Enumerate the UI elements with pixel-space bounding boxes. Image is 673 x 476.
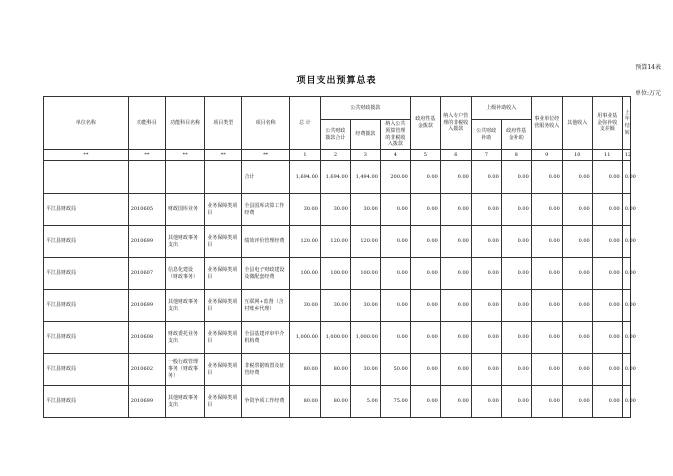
table-cell: 1,494.00 xyxy=(350,161,380,194)
table-cell: 0.00 xyxy=(471,194,501,226)
header-pb-total: 公共财政拨款合计 xyxy=(320,120,350,150)
table-cell: 0.00 xyxy=(531,322,562,354)
index-cell: 4 xyxy=(380,150,410,161)
table-row xyxy=(44,258,631,290)
header-other-income: 其他收入 xyxy=(562,97,592,150)
table-cell: 0.00 xyxy=(471,161,501,194)
table-cell: 0.00 xyxy=(622,258,630,290)
header-func-code: 功能科目 xyxy=(128,97,165,150)
table-cell: 争资争项工作经费 xyxy=(242,386,290,418)
header-reserve-fund: 用事业基金弥补收支差额 xyxy=(592,97,622,150)
table-cell: 1,694.00 xyxy=(320,161,350,194)
index-cell: 7 xyxy=(471,150,501,161)
table-cell: 0.00 xyxy=(410,386,440,418)
table-cell: 0.00 xyxy=(380,194,410,226)
index-cell: 5 xyxy=(410,150,440,161)
table-cell: 0.00 xyxy=(471,322,501,354)
table-cell: 0.00 xyxy=(592,386,622,418)
table-cell: 0.00 xyxy=(410,290,440,322)
table-cell: 80.00 xyxy=(289,386,320,418)
table-cell: 0.00 xyxy=(471,386,501,418)
table-cell: 0.00 xyxy=(440,194,471,226)
table-cell: 2010699 xyxy=(128,226,165,258)
table-cell: 合计 xyxy=(242,161,290,194)
table-cell: 120.00 xyxy=(289,226,320,258)
table-cell: 0.00 xyxy=(471,354,501,386)
table-cell: 30.00 xyxy=(320,290,350,322)
table-cell: 0.00 xyxy=(410,258,440,290)
table-cell: 0.00 xyxy=(531,290,562,322)
table-cell: 其他财政事务支出 xyxy=(165,386,204,418)
table-row xyxy=(44,226,631,258)
table-cell: 0.00 xyxy=(380,226,410,258)
unit-label: 单位:万元 xyxy=(634,90,661,97)
header-upper-public: 公共财政补助 xyxy=(471,120,501,150)
table-cell: 0.00 xyxy=(622,161,630,194)
table-cell: 0.00 xyxy=(531,161,562,194)
index-cell: 3 xyxy=(350,150,380,161)
table-cell: 0.00 xyxy=(410,322,440,354)
table-cell xyxy=(128,161,165,194)
table-cell: 0.00 xyxy=(531,226,562,258)
table-cell: 30.00 xyxy=(350,290,380,322)
table-cell: 互联网+监督（含村账乡代理） xyxy=(242,290,290,322)
table-cell: 0.00 xyxy=(501,226,531,258)
table-cell: 0.00 xyxy=(592,322,622,354)
index-cell: ** xyxy=(165,150,204,161)
index-cell: 1 xyxy=(289,150,320,161)
table-cell: 30.00 xyxy=(350,354,380,386)
table-cell xyxy=(165,161,204,194)
table-cell: 0.00 xyxy=(562,161,592,194)
table-cell: 0.00 xyxy=(531,194,562,226)
table-cell: 0.00 xyxy=(440,290,471,322)
index-cell: 12 xyxy=(622,150,630,161)
table-cell: 0.00 xyxy=(622,386,630,418)
table-cell: 财政委托业务支出 xyxy=(165,322,204,354)
table-cell: 80.00 xyxy=(320,386,350,418)
header-upper-sub: 上级补助收入 xyxy=(471,97,531,120)
table-cell: 平江县财政局 xyxy=(44,290,129,322)
table-cell: 0.00 xyxy=(592,258,622,290)
table-cell: 0.00 xyxy=(501,161,531,194)
table-cell: 业务保障类项目 xyxy=(205,226,242,258)
page-title: 项目支出预算总表 xyxy=(296,76,377,86)
index-cell: ** xyxy=(242,150,290,161)
table-cell: 2010699 xyxy=(128,386,165,418)
table-cell: 0.00 xyxy=(562,194,592,226)
table-cell: 业务保障类项目 xyxy=(205,258,242,290)
table-cell: 业务保障类项目 xyxy=(205,386,242,418)
table-cell: 0.00 xyxy=(471,290,501,322)
table-cell: 0.00 xyxy=(622,322,630,354)
table-cell: 2010602 xyxy=(128,354,165,386)
table-cell: 一般行政管理事务（财政事务） xyxy=(165,354,204,386)
table-cell: 0.00 xyxy=(471,226,501,258)
header-prior-year: 上年结转 xyxy=(622,97,630,150)
table-cell: 120.00 xyxy=(320,226,350,258)
table-cell: 1,000.00 xyxy=(320,322,350,354)
table-cell: 0.00 xyxy=(380,290,410,322)
table-cell: 2010607 xyxy=(128,258,165,290)
header-proj-type: 项目类型 xyxy=(205,97,242,150)
table-cell: 全县基建评审中介机构费 xyxy=(242,322,290,354)
table-cell: 业务保障类项目 xyxy=(205,194,242,226)
table-cell: 0.00 xyxy=(501,258,531,290)
index-cell: 11 xyxy=(592,150,622,161)
header-unit-name: 单位名称 xyxy=(44,97,129,150)
table-cell: 平江县财政局 xyxy=(44,322,129,354)
table-row xyxy=(44,290,631,322)
table-cell: 30.00 xyxy=(350,194,380,226)
table-row xyxy=(44,322,631,354)
table-cell: 0.00 xyxy=(531,258,562,290)
table-cell: 0.00 xyxy=(410,194,440,226)
header-special-nontax: 纳入专户管理的非税收入拨款 xyxy=(440,97,471,150)
header-gov-fund: 政府性基金拨款 xyxy=(410,97,440,150)
header-proj-name: 项目名称 xyxy=(242,97,290,150)
header-public-budget: 公共财政拨款 xyxy=(320,97,410,120)
table-cell: 1,694.00 xyxy=(289,161,320,194)
table-cell: 0.00 xyxy=(440,322,471,354)
table-cell xyxy=(44,161,129,194)
table-cell: 0.00 xyxy=(440,354,471,386)
index-cell: 8 xyxy=(501,150,531,161)
table-cell: 0.00 xyxy=(562,226,592,258)
table-cell: 0.00 xyxy=(410,226,440,258)
index-cell: 10 xyxy=(562,150,592,161)
table-cell: 信息化建设（财政事务） xyxy=(165,258,204,290)
table-cell: 0.00 xyxy=(562,258,592,290)
header-upper-fund: 政府性基金补助 xyxy=(501,120,531,150)
table-cell: 100.00 xyxy=(320,258,350,290)
table-cell: 0.00 xyxy=(562,386,592,418)
table-cell: 0.00 xyxy=(501,386,531,418)
table-cell: 全县电子财政建设及微配套经费 xyxy=(242,258,290,290)
table-cell: 0.00 xyxy=(501,194,531,226)
index-cell: 2 xyxy=(320,150,350,161)
index-cell: 9 xyxy=(531,150,562,161)
table-cell: 1,000.00 xyxy=(289,322,320,354)
table-cell: 0.00 xyxy=(592,194,622,226)
header-business-income: 事业单位经营服务收入 xyxy=(531,97,562,150)
table-cell: 业务保障类项目 xyxy=(205,290,242,322)
table-cell: 2010699 xyxy=(128,290,165,322)
index-cell: ** xyxy=(205,150,242,161)
header-total: 总 计 xyxy=(289,97,320,150)
table-cell: 其他财政事务支出 xyxy=(165,290,204,322)
table-cell: 0.00 xyxy=(592,290,622,322)
table-cell: 2010608 xyxy=(128,322,165,354)
budget-table xyxy=(43,96,636,418)
table-cell: 财政国库业务 xyxy=(165,194,204,226)
table-cell: 0.00 xyxy=(440,386,471,418)
table-cell: 0.00 xyxy=(440,258,471,290)
table-cell: 30.00 xyxy=(289,194,320,226)
table-cell: 0.00 xyxy=(592,226,622,258)
table-cell: 平江县财政局 xyxy=(44,194,129,226)
table-cell: 0.00 xyxy=(622,354,630,386)
table-row xyxy=(44,354,631,386)
header-func-name: 功能科目名称 xyxy=(165,97,204,150)
table-cell: 0.00 xyxy=(440,161,471,194)
form-number: 预算14表 xyxy=(635,64,661,71)
table-cell: 平江县财政局 xyxy=(44,386,129,418)
table-cell: 0.00 xyxy=(380,322,410,354)
index-cell: ** xyxy=(44,150,129,161)
table-cell: 0.00 xyxy=(531,386,562,418)
table-cell: 0.00 xyxy=(622,194,630,226)
table-cell: 100.00 xyxy=(350,258,380,290)
table-cell: 0.00 xyxy=(380,258,410,290)
table-cell: 5.00 xyxy=(350,386,380,418)
table-row xyxy=(44,161,631,194)
table-cell: 0.00 xyxy=(501,290,531,322)
table-cell: 0.00 xyxy=(531,354,562,386)
table-cell: 其他财政事务支出 xyxy=(165,226,204,258)
table-cell: 200.00 xyxy=(380,161,410,194)
table-cell: 全县国库决算工作经费 xyxy=(242,194,290,226)
table-cell: 0.00 xyxy=(410,354,440,386)
table-cell: 0.00 xyxy=(410,161,440,194)
table-cell: 0.00 xyxy=(501,354,531,386)
table-cell: 100.00 xyxy=(289,258,320,290)
table-cell xyxy=(205,161,242,194)
table-cell: 0.00 xyxy=(622,290,630,322)
table-cell: 0.00 xyxy=(471,258,501,290)
table-cell: 50.00 xyxy=(380,354,410,386)
table-cell: 平江县财政局 xyxy=(44,226,129,258)
header-pb-managed: 纳入公共预算管理的非税收入拨款 xyxy=(380,120,410,150)
index-cell: ** xyxy=(128,150,165,161)
table-row xyxy=(44,386,631,418)
table-cell: 1,000.00 xyxy=(350,322,380,354)
table-cell: 绩效评价管理经费 xyxy=(242,226,290,258)
table-row xyxy=(44,194,631,226)
table-cell: 0.00 xyxy=(562,354,592,386)
table-cell: 平江县财政局 xyxy=(44,354,129,386)
table-cell: 0.00 xyxy=(440,226,471,258)
table-cell: 75.00 xyxy=(380,386,410,418)
table-cell: 0.00 xyxy=(622,226,630,258)
index-cell: 6 xyxy=(440,150,471,161)
table-cell: 30.00 xyxy=(289,290,320,322)
table-cell: 30.00 xyxy=(320,194,350,226)
table-cell: 非税票据购置及征管经费 xyxy=(242,354,290,386)
table-cell: 业务保障类项目 xyxy=(205,322,242,354)
table-cell: 0.00 xyxy=(562,290,592,322)
header-pb-fixed: 经费拨款 xyxy=(350,120,380,150)
table-cell: 0.00 xyxy=(592,354,622,386)
table-cell: 120.00 xyxy=(350,226,380,258)
table-cell: 0.00 xyxy=(562,322,592,354)
table-cell: 业务保障类项目 xyxy=(205,354,242,386)
table-cell: 0.00 xyxy=(592,161,622,194)
table-cell: 2010605 xyxy=(128,194,165,226)
table-cell: 80.00 xyxy=(289,354,320,386)
table-cell: 0.00 xyxy=(501,322,531,354)
table-cell: 80.00 xyxy=(320,354,350,386)
table-cell: 平江县财政局 xyxy=(44,258,129,290)
